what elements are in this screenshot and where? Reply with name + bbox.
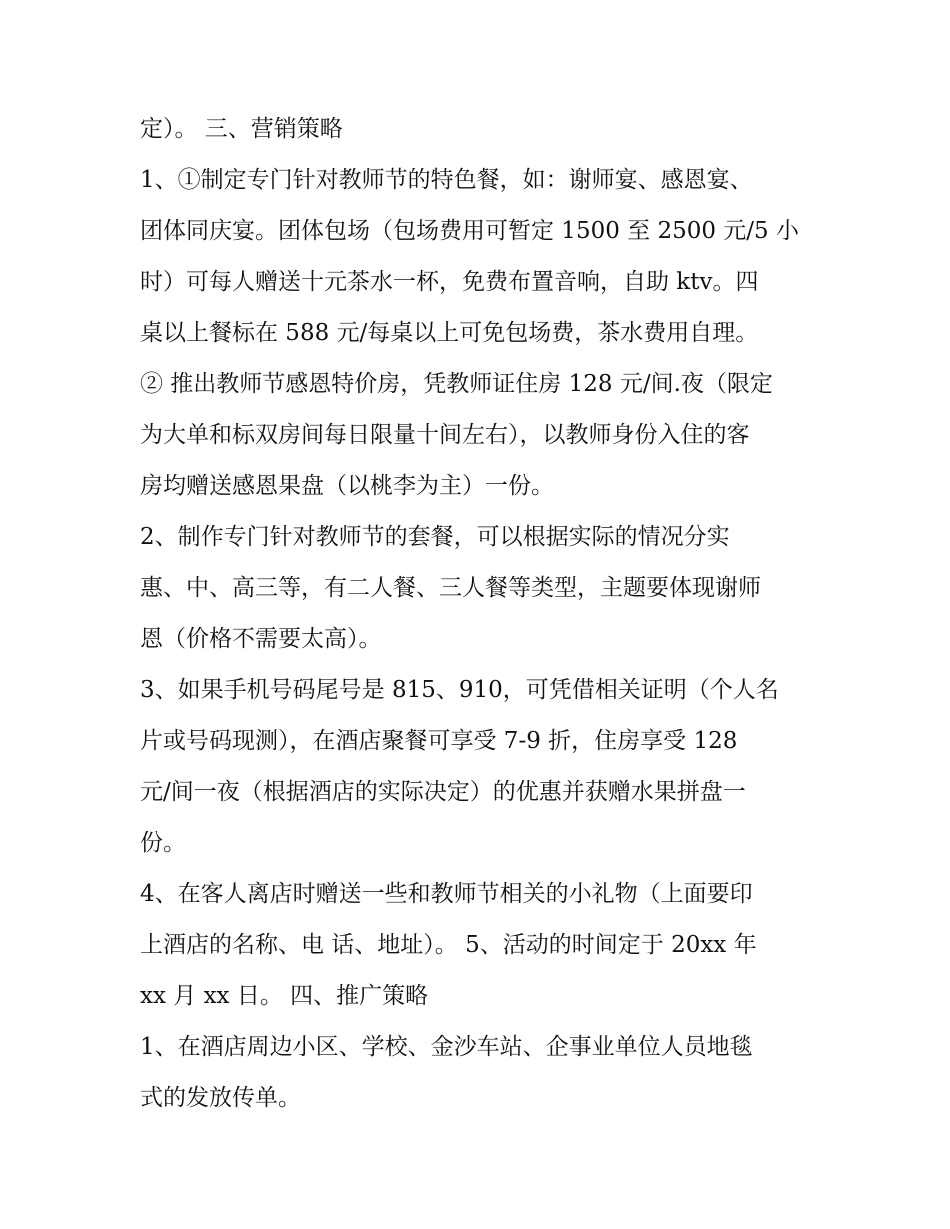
document-body	[140, 104, 820, 1124]
text-line: 房均赠送感恩果盘（以桃李为主）一份。	[140, 473, 554, 499]
text-line: 3、如果手机号码尾号是 815、910，可凭借相关证明（个人名	[140, 677, 779, 703]
text-line: 时）可每人赠送十元茶水一杯，免费布置音响，自助 ktv。四	[140, 269, 759, 295]
text-line: 团体同庆宴。团体包场（包场费用可暂定 1500 至 2500 元/5 小	[140, 218, 800, 244]
text-line: 桌以上餐标在 588 元/每桌以上可免包场费，茶水费用自理。	[140, 320, 759, 346]
text-line: 份。	[140, 830, 186, 856]
text-line: 惠、中、高三等，有二人餐、三人餐等类型，主题要体现谢师	[140, 575, 761, 601]
text-line: 1、①制定专门针对教师节的特色餐，如：谢师宴、感恩宴、	[140, 167, 753, 193]
text-line: 片或号码现测），在酒店聚餐可享受 7-9 折，住房享受 128	[140, 728, 738, 754]
text-line: 元/间一夜（根据酒店的实际决定）的优惠并获赠水果拼盘一	[140, 779, 746, 805]
text-line: 上酒店的名称、电 话、地址）。 5、活动的时间定于 20xx 年	[140, 932, 757, 958]
text-line: xx 月 xx 日。 四、推广策略	[140, 983, 429, 1009]
text-line: 式的发放传单。	[140, 1085, 301, 1111]
text-line: 定）。 三、营销策略	[140, 116, 343, 142]
text-line: 恩（价格不需要太高）。	[140, 626, 382, 652]
text-line: 1、在酒店周边小区、学校、金沙车站、企事业单位人员地毯	[140, 1034, 753, 1060]
text-line: 2、制作专门针对教师节的套餐，可以根据实际的情况分实	[140, 524, 730, 550]
text-line: 为大单和标双房间每日限量十间左右），以教师身份入住的客	[140, 422, 750, 448]
text-line: ② 推出教师节感恩特价房，凭教师证住房 128 元/间.夜（限定	[140, 371, 773, 397]
text-line: 4、在客人离店时赠送一些和教师节相关的小礼物（上面要印	[140, 881, 753, 907]
